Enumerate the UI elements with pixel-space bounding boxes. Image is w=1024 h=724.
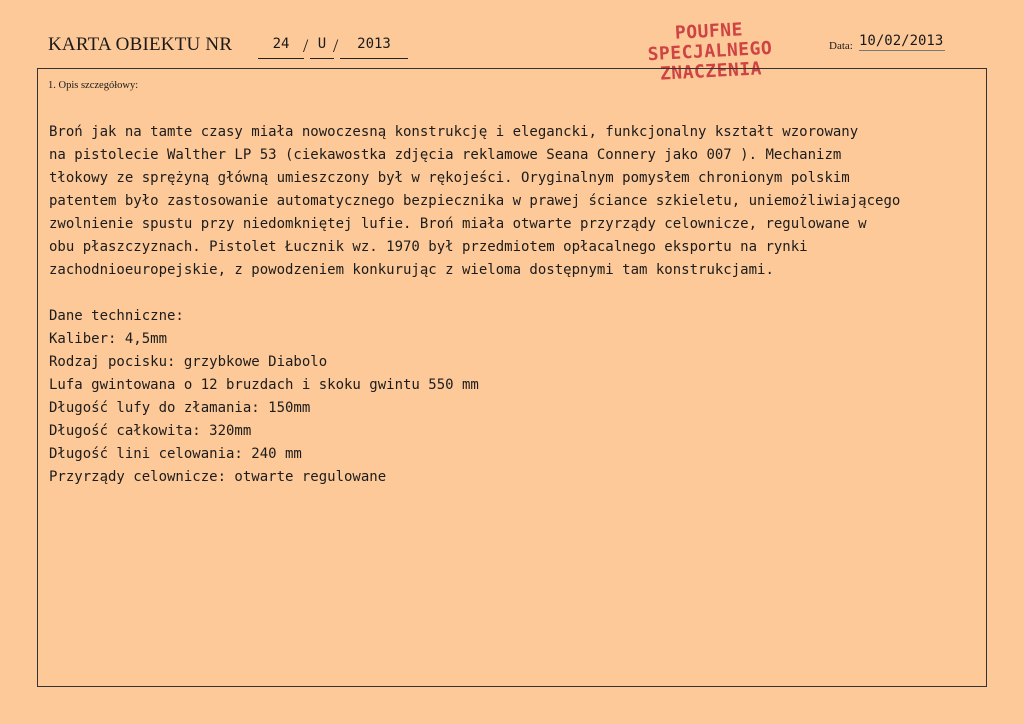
- description-line: na pistolecie Walther LP 53 (ciekawostka zdjęcia reklamowe Seana Connery jako 007 ). Mechanizm: [49, 147, 842, 163]
- card-number-part-3[interactable]: 2013: [340, 34, 408, 59]
- description-line: tłokowy ze sprężyną główną umieszczony był w rękojeści. Oryginalnym pomysłem chronionym polskim: [49, 170, 850, 186]
- description-line: zachodnioeuropejskie, z powodzeniem konkurując z wieloma dostępnymi tam konstrukcjami.: [49, 262, 774, 278]
- spacer: [49, 282, 979, 305]
- technical-line: Długość lini celowania: 240 mm: [49, 446, 302, 462]
- technical-line: Długość lufy do złamania: 150mm: [49, 400, 311, 416]
- date-field[interactable]: 10/02/2013: [859, 33, 944, 49]
- section-label: 1. Opis szczegółowy:: [48, 80, 139, 91]
- technical-line: Rodzaj pocisku: grzybkowe Diabolo: [49, 354, 328, 370]
- date-label: Data:: [829, 40, 853, 52]
- card-title: KARTA OBIEKTU NR: [48, 34, 233, 55]
- number-separator: /: [333, 36, 339, 57]
- number-separator: /: [303, 36, 309, 57]
- description-line: obu płaszczyznach. Pistolet Łucznik wz. 1970 był przedmiotem opłacalnego eksportu na rynki: [49, 239, 808, 255]
- stamp-line: ZNACZENIA: [659, 58, 763, 85]
- description-line: patentem było zastosowanie automatycznego bezpiecznika w prawej ściance szkieletu, uniemożliwiającego: [49, 193, 901, 209]
- card-number-part-1[interactable]: 24: [258, 34, 304, 59]
- technical-heading: Dane techniczne:: [49, 308, 184, 324]
- description-content: [49, 121, 979, 489]
- technical-line: Przyrządy celownicze: otwarte regulowane: [49, 469, 387, 485]
- stamp-line: POUFNE: [674, 19, 744, 44]
- technical-line: Długość całkowita: 320mm: [49, 423, 252, 439]
- technical-line: Lufa gwintowana o 12 bruzdach i skoku gwintu 550 mm: [49, 377, 479, 393]
- description-line: zwolnienie spustu przy niedomkniętej lufie. Broń miała otwarte przyrządy celownicze, regulowane w: [49, 216, 867, 232]
- description-line: Broń jak na tamte czasy miała nowoczesną konstrukcję i elegancki, funkcjonalny kształt wzorowany: [49, 124, 859, 140]
- card-number-part-2[interactable]: U: [310, 34, 334, 59]
- stamp-line: SPECJALNEGO: [647, 37, 773, 66]
- description-frame: [37, 68, 987, 687]
- technical-line: Kaliber: 4,5mm: [49, 331, 168, 347]
